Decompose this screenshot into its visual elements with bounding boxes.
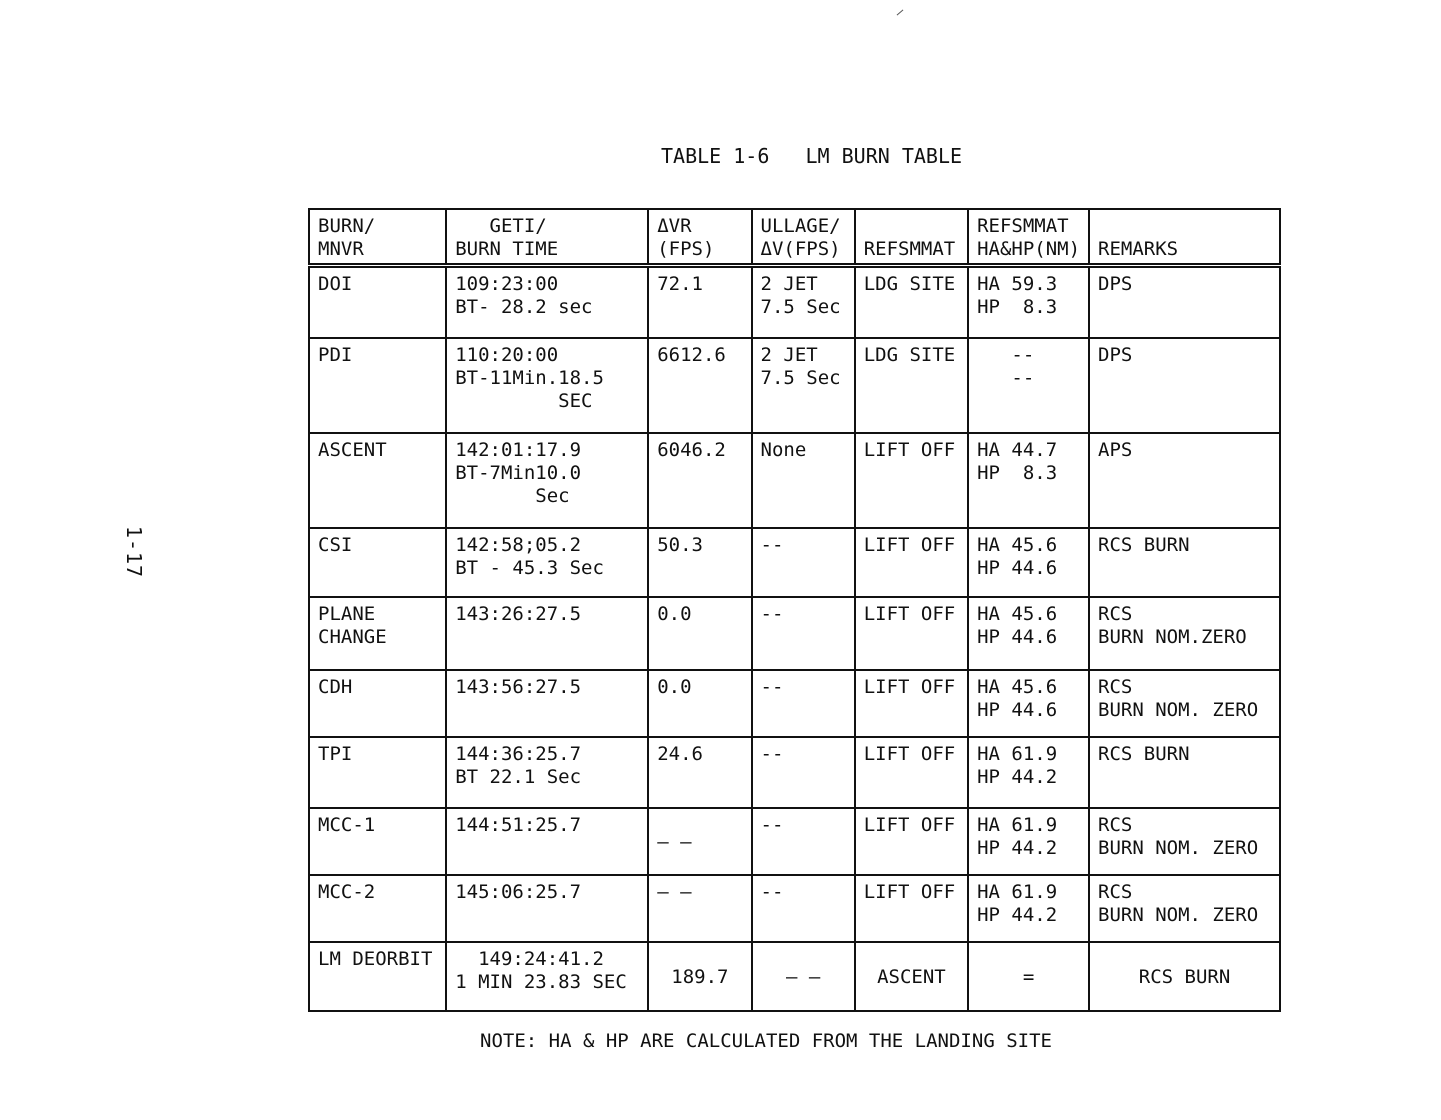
table-header-row (309, 209, 1280, 266)
cell-burn: ASCENT (309, 433, 446, 528)
cell-burn: MCC-2 (309, 875, 446, 942)
cell-geti: 144:36:25.7 BT 22.1 Sec (446, 737, 648, 808)
cell-ha-hp: HA 45.6 HP 44.6 (968, 528, 1089, 597)
cell-ullage: -- (752, 597, 855, 670)
cell-burn: CDH (309, 670, 446, 737)
cell-remarks: RCS BURN NOM.ZERO (1089, 597, 1280, 670)
table-row (309, 670, 1280, 737)
cell-ullage: None (752, 433, 855, 528)
table-row (309, 737, 1280, 808)
cell-dv: 0.0 (648, 597, 751, 670)
cell-geti: 110:20:00 BT-11Min.18.5 SEC (446, 338, 648, 433)
cell-geti: 142:01:17.9 BT-7Min10.0 Sec (446, 433, 648, 528)
cell-ha-hp: HA 61.9 HP 44.2 (968, 737, 1089, 808)
cell-refsmmat: LIFT OFF (855, 528, 968, 597)
cell-ullage: -- (752, 737, 855, 808)
cell-ha-hp: HA 44.7 HP 8.3 (968, 433, 1089, 528)
lm-burn-table (308, 208, 1281, 1012)
cell-ha-hp: = (968, 942, 1089, 1011)
cell-remarks: DPS (1089, 338, 1280, 433)
cell-ha-hp: HA 45.6 HP 44.6 (968, 597, 1089, 670)
cell-refsmmat: LIFT OFF (855, 808, 968, 875)
cell-burn: MCC-1 (309, 808, 446, 875)
cell-refsmmat: LIFT OFF (855, 433, 968, 528)
header-refsmmat: REFSMMAT (855, 209, 968, 266)
table-footnote: NOTE: HA & HP ARE CALCULATED FROM THE LANDING SITE (480, 1030, 1052, 1052)
header-refsmmat-ha-hp: REFSMMAT HA&HP(NM) (968, 209, 1089, 266)
cell-ha-hp: HA 45.6 HP 44.6 (968, 670, 1089, 737)
cell-refsmmat: ASCENT (855, 942, 968, 1011)
cell-burn: TPI (309, 737, 446, 808)
table-row (309, 597, 1280, 670)
cell-refsmmat: LIFT OFF (855, 737, 968, 808)
cell-burn: CSI (309, 528, 446, 597)
cell-refsmmat: LIFT OFF (855, 670, 968, 737)
table-row (309, 433, 1280, 528)
cell-geti: 143:56:27.5 (446, 670, 648, 737)
table-row (309, 338, 1280, 433)
cell-refsmmat: LDG SITE (855, 266, 968, 339)
stray-mark (897, 10, 904, 16)
cell-ullage: -- (752, 875, 855, 942)
cell-remarks: RCS BURN NOM. ZERO (1089, 875, 1280, 942)
header-ullage: ULLAGE/ ΔV(FPS) (752, 209, 855, 266)
cell-ullage: -- (752, 808, 855, 875)
table-row (309, 528, 1280, 597)
cell-geti: 144:51:25.7 (446, 808, 648, 875)
table-title: TABLE 1-6 LM BURN TABLE (661, 144, 963, 168)
cell-ullage: – – (752, 942, 855, 1011)
cell-dv: 50.3 (648, 528, 751, 597)
cell-ullage: 2 JET 7.5 Sec (752, 338, 855, 433)
page-number: 1-17 (122, 525, 147, 579)
cell-remarks: RCS BURN NOM. ZERO (1089, 808, 1280, 875)
cell-geti: 142:58;05.2 BT - 45.3 Sec (446, 528, 648, 597)
table-row (309, 875, 1280, 942)
header-delta-vr: ΔVR (FPS) (648, 209, 751, 266)
cell-burn: PLANE CHANGE (309, 597, 446, 670)
cell-ullage: 2 JET 7.5 Sec (752, 266, 855, 339)
header-remarks: REMARKS (1089, 209, 1280, 266)
header-geti-burn-time: GETI/ BURN TIME (446, 209, 648, 266)
cell-dv: 0.0 (648, 670, 751, 737)
cell-refsmmat: LDG SITE (855, 338, 968, 433)
cell-remarks: RCS BURN (1089, 737, 1280, 808)
cell-ha-hp: HA 61.9 HP 44.2 (968, 875, 1089, 942)
cell-dv: – – (648, 808, 751, 875)
cell-ha-hp: HA 59.3 HP 8.3 (968, 266, 1089, 339)
cell-dv: – – (648, 875, 751, 942)
cell-ullage: -- (752, 528, 855, 597)
cell-dv: 72.1 (648, 266, 751, 339)
cell-geti: 145:06:25.7 (446, 875, 648, 942)
cell-remarks: DPS (1089, 266, 1280, 339)
table-row (309, 266, 1280, 339)
cell-dv: 24.6 (648, 737, 751, 808)
cell-remarks: RCS BURN NOM. ZERO (1089, 670, 1280, 737)
cell-refsmmat: LIFT OFF (855, 597, 968, 670)
cell-dv: 189.7 (648, 942, 751, 1011)
cell-geti: 149:24:41.2 1 MIN 23.83 SEC (446, 942, 648, 1011)
table-row (309, 942, 1280, 1011)
cell-burn: DOI (309, 266, 446, 339)
cell-dv: 6612.6 (648, 338, 751, 433)
header-burn-mnvr: BURN/ MNVR (309, 209, 446, 266)
cell-ullage: -- (752, 670, 855, 737)
cell-refsmmat: LIFT OFF (855, 875, 968, 942)
cell-ha-hp: HA 61.9 HP 44.2 (968, 808, 1089, 875)
cell-dv: 6046.2 (648, 433, 751, 528)
cell-burn: PDI (309, 338, 446, 433)
table-row (309, 808, 1280, 875)
cell-remarks: RCS BURN (1089, 942, 1280, 1011)
cell-geti: 143:26:27.5 (446, 597, 648, 670)
cell-remarks: RCS BURN (1089, 528, 1280, 597)
cell-remarks: APS (1089, 433, 1280, 528)
cell-burn: LM DEORBIT (309, 942, 446, 1011)
cell-ha-hp: -- -- (968, 338, 1089, 433)
cell-geti: 109:23:00 BT- 28.2 sec (446, 266, 648, 339)
